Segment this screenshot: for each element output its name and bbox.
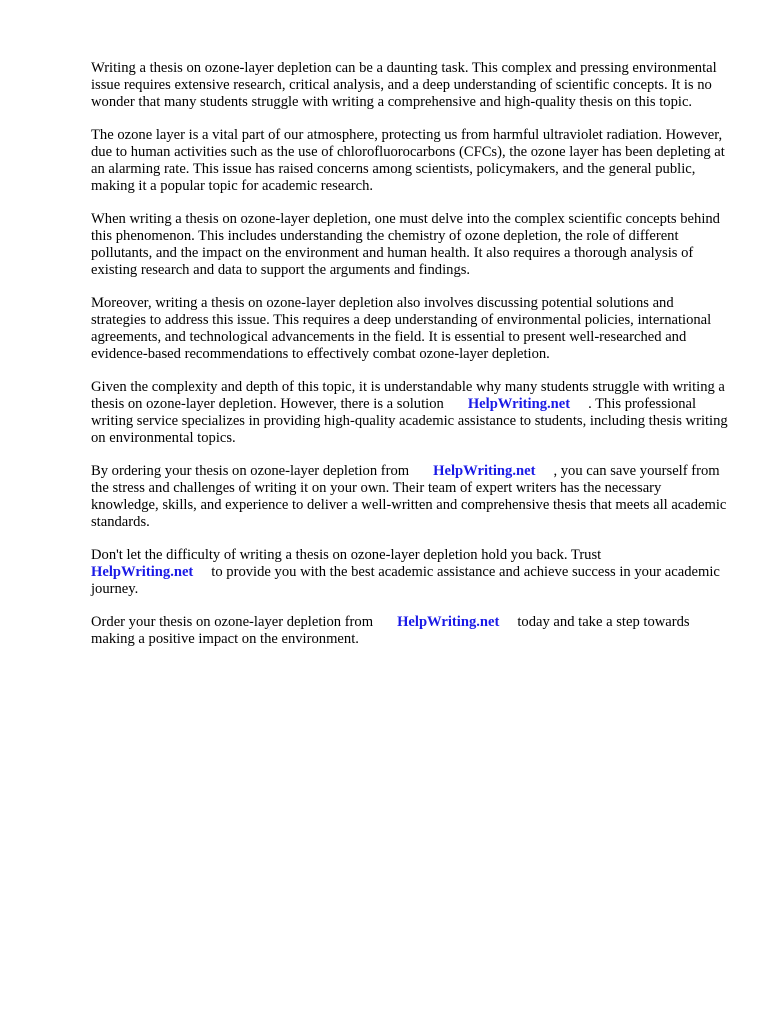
- paragraph-trust: [91, 547, 731, 598]
- paragraph-intro: Writing a thesis on ozone-layer depletion can be a daunting task. This complex and pressing environmental issue requires extensive research, critical analysis, and a deep understanding of scientific concepts. It is no wonder that many students struggle with writing a comprehensive and high-quality thesis on this topic.: [91, 60, 717, 110]
- paragraph-text: Don't let the difficulty of writing a thesis on ozone-layer depletion hold you back. Trust: [91, 547, 602, 563]
- paragraph-text: . This professional writing service specializes in providing high-quality academic assistance to students, including thesis writing on environmental topics.: [91, 396, 728, 446]
- paragraph-ozone-layer: The ozone layer is a vital part of our atmosphere, protecting us from harmful ultraviolet radiation. However, due to human activities such as the use of chlorofluorocarbons (CFCs), the ozone layer has been depleting at an alarming rate. This issue has raised concerns among scientists, policymakers, and the general public, making it a popular topic for academic research.: [91, 127, 725, 194]
- paragraph-text: Order your thesis on ozone-layer depletion from: [91, 614, 374, 630]
- paragraph-text: Given the complexity and depth of this topic, it is understandable why many students struggle with writing a thesis on ozone-layer depletion. However, there is a solution: [91, 379, 725, 412]
- helpwriting-link[interactable]: HelpWriting.net: [433, 463, 536, 479]
- paragraph-service-intro: [91, 379, 731, 447]
- paragraph-solutions: Moreover, writing a thesis on ozone-layer depletion also involves discussing potential solutions and strategies to address this issue. This requires a deep understanding of environmental policies, international agreements, and technological advancements in the field. It is essential to present well-researched and evidence-based recommendations to effectively combat ozone-layer depletion.: [91, 295, 712, 362]
- paragraph-science: When writing a thesis on ozone-layer depletion, one must delve into the complex scientific concepts behind this phenomenon. This includes understanding the chemistry of ozone depletion, the role of different pollutants, and the impact on the environment and human health. It also requires a thorough analysis of existing research and data to support the arguments and findings.: [91, 211, 720, 278]
- helpwriting-link[interactable]: HelpWriting.net: [397, 614, 500, 630]
- paragraph-text: By ordering your thesis on ozone-layer depletion from: [91, 463, 410, 479]
- helpwriting-link[interactable]: HelpWriting.net: [467, 396, 571, 412]
- document-body: [91, 60, 731, 664]
- paragraph-text: today and take a step towards making a positive impact on the environment.: [91, 614, 690, 647]
- paragraph-order-cta: [91, 614, 731, 648]
- helpwriting-link[interactable]: HelpWriting.net: [91, 564, 194, 580]
- paragraph-ordering: [91, 463, 731, 531]
- paragraph-text: , you can save yourself from the stress and challenges of writing it on your own. Their team of expert writers has the necessary knowledge, skills, and experience to deliver a well-written and comprehensive thesis that meets all academic standards.: [91, 463, 727, 530]
- paragraph-text: to provide you with the best academic assistance and achieve success in your academic journey.: [91, 564, 720, 597]
